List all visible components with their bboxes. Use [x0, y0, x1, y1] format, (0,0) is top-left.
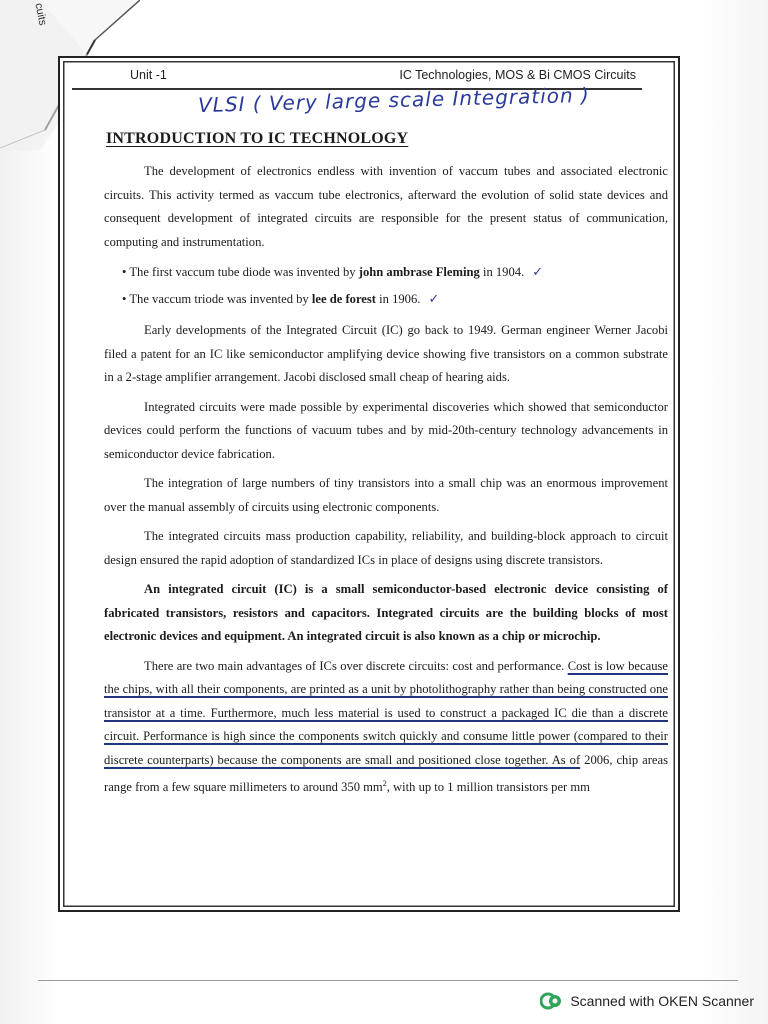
paragraph-mass-production: The integrated circuits mass production capability, reliability, and building-block approach to circuit design ensured the rapid adoption of standardized ICs in place of designs using discrete transistors.	[104, 529, 668, 567]
unit-label: Unit -1	[130, 68, 167, 82]
scanner-label: Scanned with OKEN Scanner	[570, 993, 754, 1009]
section-title: INTRODUCTION TO IC TECHNOLOGY	[106, 130, 409, 147]
corner-clipped-text: cuits	[32, 2, 49, 27]
inventor-name: john ambrase Fleming	[358, 265, 480, 279]
bullet-item: • The first vaccum tube diode was invented by john ambrase Fleming in 1904. ✓	[122, 264, 544, 279]
inventor-name: lee de forest	[311, 291, 376, 306]
paragraph-early-developments: Early developments of the Integrated Circuit (IC) go back to 1949. German engineer Werner Jacobi filed a patent for an IC like semiconductor amplifying device showing five transistors on a common substrate in a 2-stage amplifier arrangement. Jacobi disclosed small cheap of hearing aids.	[104, 323, 668, 384]
bottom-divider	[38, 980, 738, 981]
handwritten-note: VLSI ( Very large scale Integration )	[197, 82, 591, 118]
scanner-watermark	[540, 990, 754, 1012]
paragraph-definition: An integrated circuit (IC) is a small semiconductor-based electronic device consisting of fabricated transistors, resistors and capacitors. Integrated circuits are the building blocks of most electronic devices and equipment. An integrated circuit is also known as a chip or microchip.	[104, 582, 668, 643]
paragraph-intro: The development of electronics endless with invention of vaccum tubes and associated electronic circuits. This activity termed as vaccum tube electronics, afterward the evolution of solid state devices and consequent development of integrated circuits are responsible for the present status of communication, computing and instrumentation.	[104, 164, 668, 249]
oken-logo-icon	[540, 991, 562, 1011]
document-body	[104, 160, 668, 806]
bullet-item: • The vaccum triode was invented by lee de forest in 1906. ✓	[122, 290, 440, 306]
paragraph-integration: The integration of large numbers of tiny transistors into a small chip was an enormous improvement over the manual assembly of circuits using electronic components.	[104, 476, 668, 514]
check-mark-icon: ✓	[532, 264, 544, 279]
paragraph-discoveries: Integrated circuits were made possible by experimental discoveries which showed that semiconductor devices could perform the functions of vacuum tubes and by mid-20th-century technology advancements in semiconductor device fabrication.	[104, 399, 668, 461]
chapter-label: IC Technologies, MOS & Bi CMOS Circuits	[399, 68, 636, 82]
paragraph-advantages: There are two main advantages of ICs over discrete circuits: cost and performance. Cost is low because the chips, with all their components, are printed as a unit by photolithography rather than being constructed one transistor at a time. Furthermore, much less material is used to construct a packaged IC die than a discrete circuit. Performance is high since the components switch quickly and consume little power (compared to their discrete counterparts) because the components are small and positioned close together. As of 2006, chip areas range from a few square millimeters to around 350 $mm^2$, with up to 1 million transistors per mm	[104, 658, 668, 795]
check-mark-icon: ✓	[428, 290, 440, 306]
underlined-passage: Cost is low because the chips, with all their components, are printed as a unit by photolithography rather than being constructed one transistor at a time. Furthermore, much less material is used to construct a packaged IC die than a discrete circuit. Performance is high since the components switch quickly and consume little power (compared to their discrete counterparts) because the components are small and positioned close together. As of	[104, 658, 668, 767]
